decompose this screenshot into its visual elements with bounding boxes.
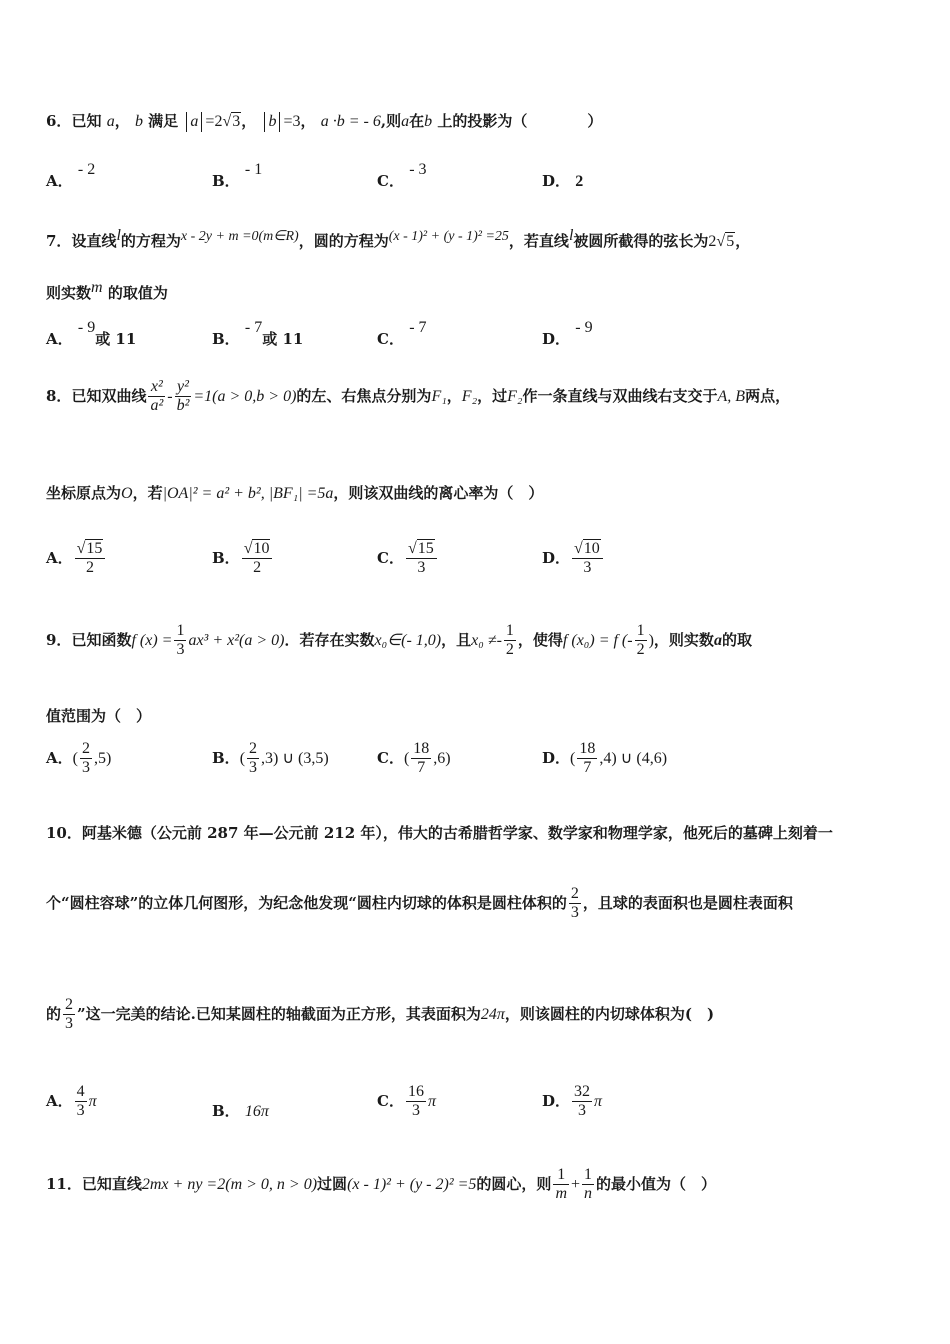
text: ，若直线 [508, 232, 569, 250]
radicand: 3 [232, 113, 241, 130]
option-label: A． [46, 748, 73, 767]
text: 已知函数 [71, 630, 132, 649]
math: b [424, 113, 433, 130]
math: ( [239, 749, 246, 767]
text: 的取 [721, 630, 752, 649]
fraction [63, 996, 75, 1034]
math: l [568, 227, 574, 244]
math: F₁ [431, 387, 447, 405]
abs-bar [279, 112, 280, 132]
math: =3 [283, 113, 301, 130]
option-label: C． [377, 330, 404, 348]
option-label: D． [542, 330, 571, 348]
math: π [88, 1092, 97, 1110]
question-number: 7． [46, 232, 72, 250]
denominator: 3 [81, 759, 90, 777]
option-d[interactable] [542, 540, 605, 578]
text: 的 [46, 1004, 62, 1023]
math: x₀∈(- 1,0) [374, 631, 442, 649]
fraction [80, 740, 92, 778]
math: x₀ ≠- [471, 631, 502, 649]
option-d[interactable] [542, 170, 583, 191]
option-c[interactable] [377, 1083, 436, 1121]
denominator: 3 [65, 1015, 74, 1033]
fraction [572, 540, 603, 578]
option-label: C． [377, 748, 404, 767]
text: ，则实数 [653, 630, 714, 649]
fraction [504, 622, 516, 660]
question-9 [46, 622, 752, 660]
math: 2mx + ny =2 [141, 1175, 226, 1193]
numerator: √15 [75, 540, 106, 559]
option-label: D． [542, 172, 571, 190]
math: ax³ + x²(a > 0) [188, 631, 285, 649]
fraction [75, 1083, 87, 1121]
text: 满足 [148, 112, 179, 130]
math: ,3) ∪ (3,5) [261, 749, 329, 767]
denominator: 2 [86, 559, 95, 577]
option-d[interactable] [542, 1083, 602, 1121]
option-value: - 7 [409, 319, 427, 336]
text: 的圆心，则 [476, 1174, 552, 1193]
fraction [75, 540, 106, 578]
math: ( [403, 749, 410, 767]
option-label: A． [46, 548, 73, 567]
fraction [635, 622, 647, 660]
math: =1(a > 0,b > 0) [193, 387, 297, 405]
option-c[interactable] [377, 161, 427, 191]
math: f (x₀) = f (- [562, 631, 633, 649]
numerator: 1 [635, 622, 647, 641]
option-label: A． [46, 172, 73, 190]
option-label: B． [212, 1102, 240, 1120]
denominator: 2 [636, 641, 645, 659]
question-number: 8． [46, 386, 72, 405]
math: l [116, 227, 121, 244]
option-label: C． [377, 172, 404, 190]
question-7-line2 [46, 279, 168, 303]
text: 的方程为 [120, 232, 181, 250]
radicand: 15 [86, 540, 103, 557]
math: f (x) = [131, 631, 173, 649]
option-b[interactable] [212, 161, 263, 191]
numerator: 2 [63, 996, 75, 1015]
radicand: 15 [417, 540, 434, 557]
fraction [174, 622, 186, 660]
math: F₂ [507, 387, 523, 405]
text: 坐标原点为 [46, 484, 122, 502]
question-7 [46, 227, 751, 251]
math: (x - 1)² + (y - 2)² =5 [347, 1175, 477, 1193]
text: 的最小值为（ ） [596, 1174, 717, 1193]
text: 两点， [745, 386, 791, 405]
denominator: 3 [411, 1102, 420, 1120]
denominator: 3 [583, 559, 592, 577]
numerator: 18 [411, 740, 431, 759]
fraction [572, 1083, 592, 1121]
fraction [406, 540, 437, 578]
math: A, B [717, 387, 746, 405]
question-11 [46, 1166, 716, 1204]
question-number: 6． [46, 112, 72, 130]
option-value: 2 [575, 173, 584, 190]
numerator: 2 [247, 740, 259, 759]
radicand: 10 [583, 540, 600, 557]
denominator: 7 [583, 759, 592, 777]
numerator: 16 [406, 1083, 426, 1102]
math: ( [72, 749, 78, 767]
option-value: - 1 [244, 161, 263, 178]
math: x - 2y + m =0(m∈R) [180, 229, 299, 244]
fraction [242, 540, 273, 578]
math: a [401, 113, 410, 130]
math: m [91, 279, 103, 296]
abs-bar [186, 112, 187, 132]
option-c[interactable] [377, 740, 451, 778]
text: ， [735, 232, 751, 250]
math: O [121, 485, 133, 502]
numerator: √15 [406, 540, 437, 559]
option-b[interactable] [212, 319, 304, 349]
question-8 [46, 378, 790, 416]
math: F₂ [461, 387, 478, 405]
fraction [411, 740, 431, 778]
math: b [134, 113, 143, 130]
math: a [190, 113, 199, 130]
abs-bar [201, 112, 202, 132]
text: 已知双曲线 [71, 386, 147, 405]
fraction [148, 378, 165, 416]
sqrt: √5 [716, 233, 735, 250]
option-label: B． [212, 748, 240, 767]
numerator: 18 [577, 740, 597, 759]
denominator: 3 [578, 1102, 587, 1120]
option-a[interactable] [46, 740, 111, 778]
numerator: y² [175, 378, 192, 397]
denominator: a² [150, 397, 164, 415]
option-c[interactable] [377, 319, 427, 349]
math: - [167, 387, 173, 405]
text: 的左、右焦点分别为 [296, 386, 432, 405]
text: 则实数 [46, 284, 92, 302]
option-a[interactable] [46, 540, 107, 578]
fraction [406, 1083, 426, 1121]
text: ，则该圆柱的内切球体积为( ) [504, 1004, 715, 1023]
option-label: B． [212, 172, 240, 190]
math: π [594, 1092, 603, 1110]
option-value: - 9 [575, 319, 593, 336]
option-label: D． [542, 1091, 571, 1110]
question-10-line3 [46, 996, 714, 1034]
numerator: x² [148, 378, 165, 397]
fraction [175, 378, 192, 416]
text: 作一条直线与双曲线右支交于 [522, 386, 718, 405]
abs-bar [264, 112, 265, 132]
option-c[interactable] [377, 540, 439, 578]
option-b[interactable] [212, 540, 274, 578]
text: ， [114, 112, 130, 130]
denominator: 2 [505, 641, 514, 659]
option-d[interactable] [542, 740, 667, 778]
option-value: - 7 [244, 319, 263, 336]
denominator: n [584, 1185, 593, 1203]
denominator: b² [176, 397, 190, 415]
text: 在 [409, 112, 425, 130]
denominator: 3 [249, 759, 258, 777]
math: |OA|² = a² + b², |BF₁| =5a [162, 485, 334, 502]
math: 24π [480, 1005, 505, 1023]
denominator: 3 [76, 1102, 85, 1120]
math: 16π [244, 1103, 269, 1120]
text: ，过 [477, 386, 508, 405]
text: ，且球的表面积也是圆柱表面积 [582, 893, 793, 912]
question-10-line2 [46, 885, 793, 923]
math: ) [648, 631, 654, 649]
text: ， [446, 386, 462, 405]
fraction [582, 1166, 594, 1204]
question-8-line2 [46, 482, 543, 503]
text: 的取值为 [107, 284, 168, 302]
denominator: m [555, 1185, 567, 1203]
option-a[interactable] [46, 319, 137, 349]
denominator: 3 [570, 904, 579, 922]
option-b[interactable] [212, 1100, 269, 1121]
option-a[interactable] [46, 1083, 97, 1121]
option-extra: 或 11 [95, 330, 137, 348]
math: ,4) ∪ (4,6) [599, 749, 668, 767]
text: 11．已知直线 [46, 1174, 142, 1193]
radicand: 10 [253, 540, 270, 557]
question-6: 6．已知 a， b 满足 a =2√3， b =3， a ·b = - 6,则a在b 上的投影为（ ） [46, 112, 603, 130]
math: a [713, 631, 722, 649]
text: ”这一完美的结论.已知某圆柱的轴截面为正方形，其表面积为 [77, 1004, 481, 1023]
denominator: 7 [417, 759, 426, 777]
math: (m > 0, n > 0) [225, 1175, 318, 1193]
option-label: D． [542, 748, 571, 767]
option-d[interactable] [542, 319, 593, 349]
option-a[interactable] [46, 161, 96, 191]
option-value: - 9 [77, 319, 96, 336]
option-label: A． [46, 1091, 73, 1110]
option-label: A． [46, 330, 73, 348]
question-number: 9． [46, 630, 72, 649]
text: 被圆所截得的弦长为 [573, 232, 709, 250]
option-extra: 或 11 [262, 330, 304, 348]
numerator: 32 [572, 1083, 592, 1102]
option-label: B． [212, 548, 240, 567]
numerator: 2 [569, 885, 581, 904]
option-label: C． [377, 548, 404, 567]
text: ，使得 [517, 630, 563, 649]
fraction [553, 1166, 569, 1204]
text: ，则该双曲线的离心率为（ ） [333, 484, 544, 502]
math: =2 [205, 113, 223, 130]
option-value: - 2 [77, 161, 96, 178]
text: ，且 [441, 630, 472, 649]
text: 设直线 [71, 232, 117, 250]
text: ，若 [132, 484, 163, 502]
text: 10．阿基米德（公元前 287 年—公元前 212 年），伟大的古希腊哲学家、数学家和物理学家，他死后的墓碑上刻着一 [46, 824, 833, 842]
fraction [569, 885, 581, 923]
denominator: 3 [176, 641, 185, 659]
numerator: 1 [504, 622, 516, 641]
fraction [247, 740, 259, 778]
text: ,则 [380, 112, 402, 130]
option-value: - 3 [409, 161, 427, 178]
math: ( [570, 749, 576, 767]
text: 值范围为（ ） [46, 707, 152, 725]
numerator: 4 [75, 1083, 87, 1102]
numerator: 1 [174, 622, 186, 641]
question-10 [46, 822, 833, 843]
denominator: 3 [417, 559, 426, 577]
sqrt: √3 [222, 113, 241, 130]
numerator: √10 [572, 540, 603, 559]
question-9-line2 [46, 705, 151, 726]
numerator: 2 [80, 740, 92, 759]
text: ．若存在实数 [284, 630, 375, 649]
text: 上的投影为（ ） [437, 112, 603, 130]
radicand: 5 [726, 233, 735, 250]
numerator: 1 [553, 1166, 569, 1185]
math: a ·b = - 6 [320, 113, 381, 130]
math: ,6) [433, 749, 451, 767]
option-b[interactable] [212, 740, 329, 778]
math: ,5) [93, 749, 112, 767]
math: π [427, 1092, 436, 1110]
math: + [571, 1175, 581, 1193]
text: 过圆 [317, 1174, 348, 1193]
fraction [577, 740, 597, 778]
math: a [106, 113, 115, 130]
denominator: 2 [253, 559, 262, 577]
option-label: C． [377, 1091, 404, 1110]
option-label: B． [212, 330, 240, 348]
text: ，圆的方程为 [298, 232, 389, 250]
text: 已知 [71, 112, 102, 130]
math: 2 [708, 233, 717, 250]
numerator: 1 [582, 1166, 594, 1185]
numerator: √10 [242, 540, 273, 559]
math: b [268, 113, 277, 130]
option-label: D． [542, 548, 571, 567]
math: (x - 1)² + (y - 1)² =25 [388, 229, 509, 244]
text: 个“圆柱容球”的立体几何图形，为纪念他发现“圆柱内切球的体积是圆柱体积的 [46, 893, 567, 912]
